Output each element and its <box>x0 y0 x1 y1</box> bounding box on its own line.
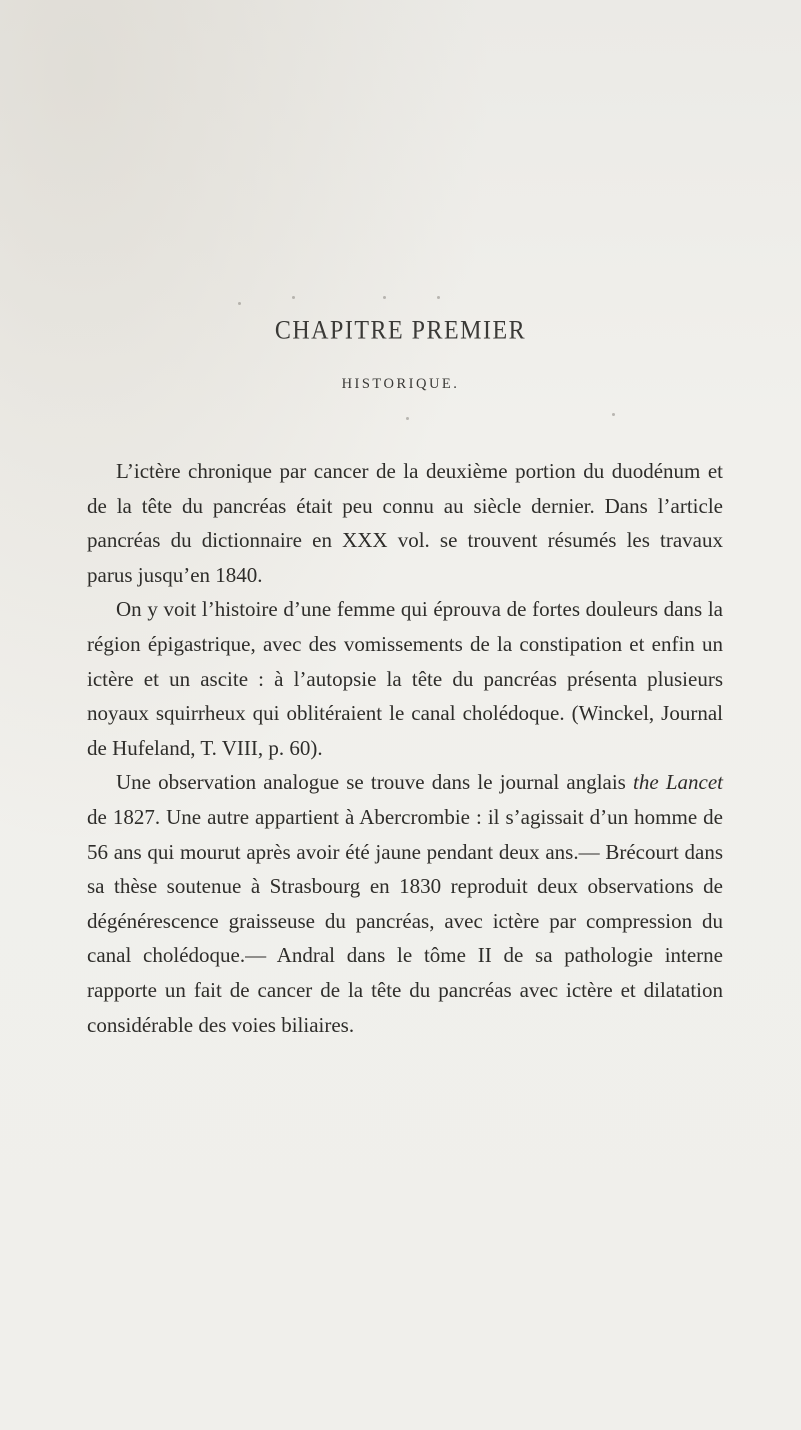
paragraph-3 <box>87 765 723 1042</box>
paper-speck <box>238 302 241 305</box>
paper-speck <box>292 296 295 299</box>
section-title: HISTORIQUE. <box>341 376 460 392</box>
paper-speck <box>437 296 440 299</box>
paper-speck <box>406 417 409 420</box>
chapter-title: CHAPITRE PREMIER <box>274 316 527 346</box>
body-text <box>87 454 723 1042</box>
paragraph-2: On y voit l’histoire d’une femme qui éprouva de fortes douleurs dans la région épigastrique, avec des vomissements de la constipation et enfin un ictère et un ascite : à l’autopsie la tête du pancréas présenta plusieurs noyaux squirrheux qui oblitéraient le canal cholédoque. (Winckel, Journal de Hufeland, T. VIII, p. 60). <box>87 597 723 760</box>
paragraph-3-before: Une observation analogue se trouve dans le journal anglais <box>116 770 634 795</box>
paragraph-1: L’ictère chronique par cancer de la deuxième portion du duodénum et de la tête du pancréas était peu connu au siècle dernier. Dans l’article pancréas du dictionnaire en XXX vol. se trouvent résumés les travaux parus jusqu’en 1840. <box>87 459 723 587</box>
paper-speck <box>612 413 615 416</box>
journal-title: the Lancet <box>633 770 724 795</box>
paper-speck <box>383 296 386 299</box>
paragraph-3-after: de 1827. Une autre appartient à Abercrombie : il s’agissait d’un homme de 56 ans qui mourut après avoir été jaune pendant deux ans.— Brécourt dans sa thèse soutenue à Strasbourg en 1830 reproduit deux observations de dégénérescence graisseuse du pancréas, avec ictère par compression du canal cholédoque.— Andral dans le tôme II de sa pathologie interne rapporte un fait de cancer de la tête du pancréas avec ictère et dilatation considérable des voies biliaires. <box>87 804 723 1037</box>
